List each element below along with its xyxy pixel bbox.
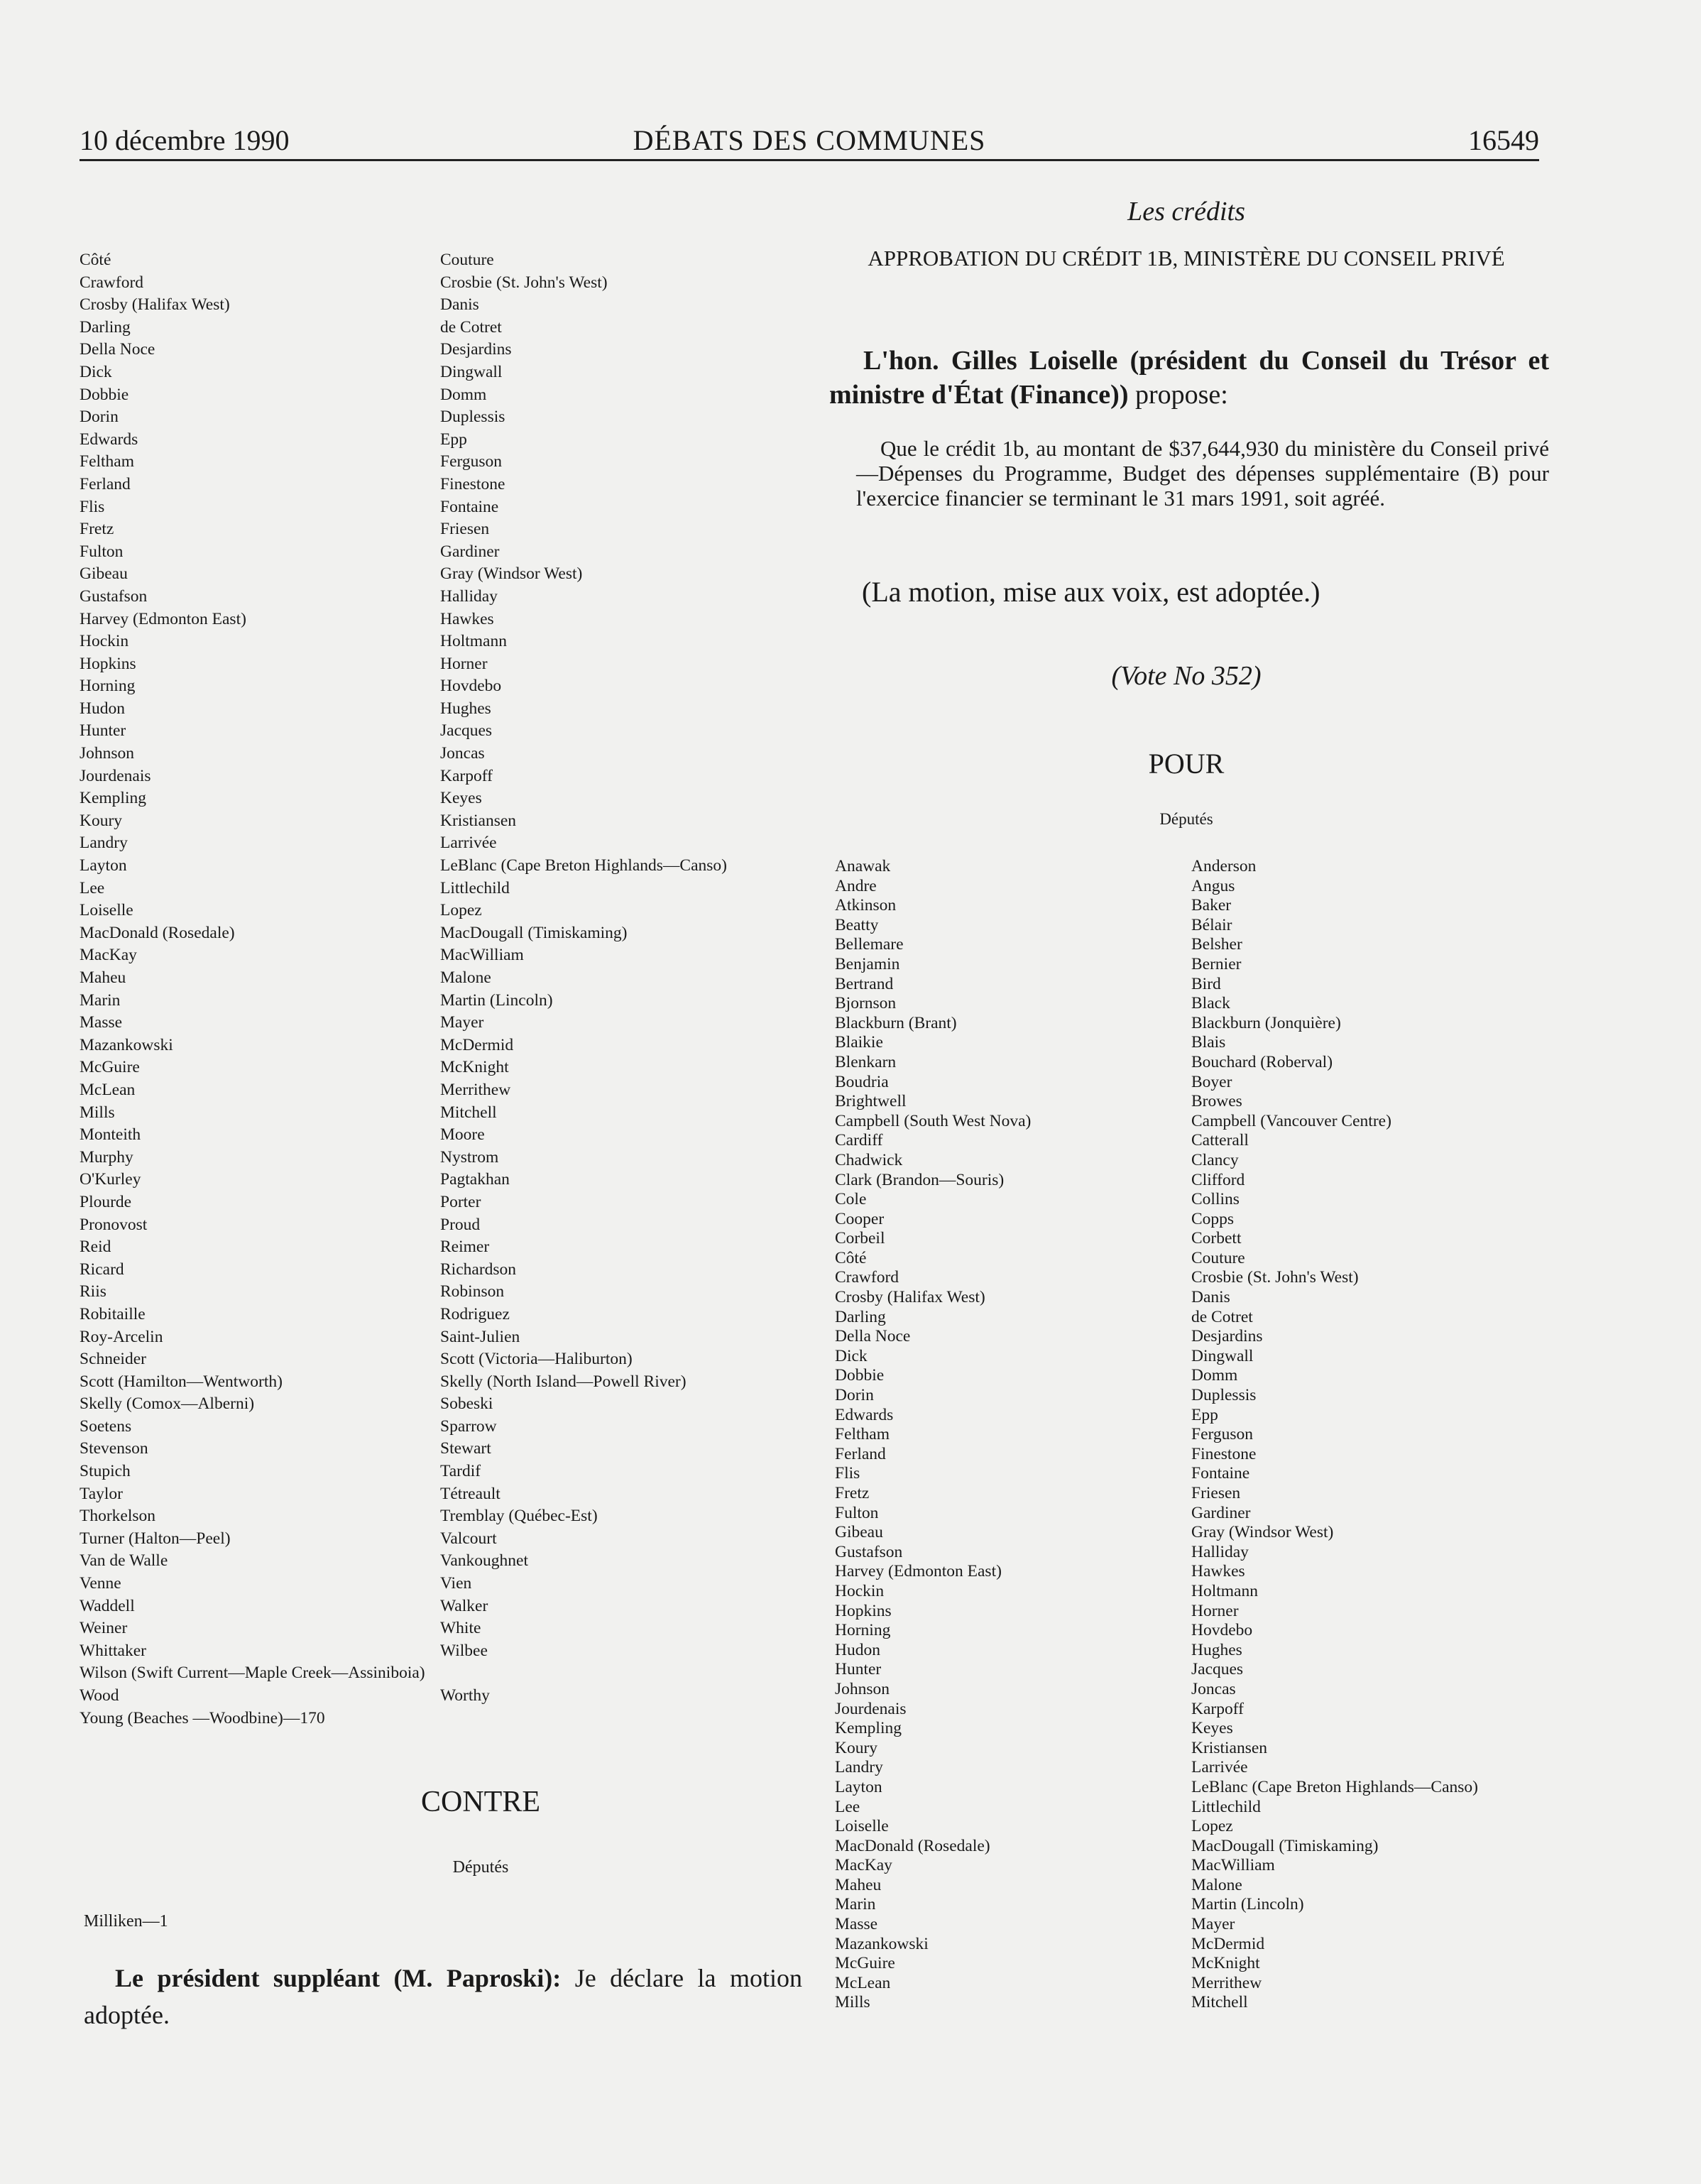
member-name: Masse bbox=[835, 1915, 878, 1934]
member-name: Gustafson bbox=[835, 1542, 903, 1561]
member-name: Holtmann bbox=[1191, 1581, 1258, 1600]
member-name: McGuire bbox=[80, 1058, 140, 1077]
member-name: Lee bbox=[835, 1797, 860, 1816]
member-name: Gardiner bbox=[1191, 1503, 1251, 1522]
member-name: Collins bbox=[1191, 1190, 1240, 1209]
member-name: Nystrom bbox=[440, 1147, 499, 1167]
member-name: Finestone bbox=[1191, 1444, 1257, 1463]
member-name: Karpoff bbox=[440, 766, 493, 785]
member-name: Blackburn (Jonquière) bbox=[1191, 1013, 1341, 1032]
member-name: Walker bbox=[440, 1596, 488, 1615]
member-name: Harvey (Edmonton East) bbox=[835, 1562, 1002, 1581]
member-name: Bird bbox=[1191, 974, 1221, 993]
member-name: Hudon bbox=[835, 1640, 880, 1659]
member-name: Halliday bbox=[440, 586, 498, 606]
member-name: Cardiff bbox=[835, 1131, 883, 1150]
member-name: Fontaine bbox=[1191, 1464, 1250, 1483]
member-name: Scott (Victoria—Haliburton) bbox=[440, 1350, 633, 1369]
member-name: Hockin bbox=[835, 1581, 885, 1600]
member-list-left-col2 bbox=[440, 249, 727, 1708]
member-name: Fulton bbox=[835, 1503, 879, 1522]
member-name: Friesen bbox=[440, 520, 490, 539]
member-name: Ricard bbox=[80, 1260, 124, 1279]
member-name: Keyes bbox=[440, 789, 482, 808]
member-name: Waddell bbox=[80, 1596, 135, 1615]
member-name: Soetens bbox=[80, 1416, 132, 1436]
member-name: Valcourt bbox=[440, 1529, 497, 1548]
member-name: Landry bbox=[835, 1758, 883, 1777]
member-name: Hawkes bbox=[440, 609, 494, 628]
member-name: LeBlanc (Cape Breton Highlands—Canso) bbox=[440, 856, 727, 875]
member-name: Bouchard (Roberval) bbox=[1191, 1052, 1333, 1071]
member-name: Corbeil bbox=[835, 1229, 885, 1248]
member-name: Maheu bbox=[835, 1875, 882, 1894]
member-name: Layton bbox=[835, 1777, 882, 1796]
member-name: Dobbie bbox=[835, 1366, 885, 1385]
member-name: Porter bbox=[440, 1192, 481, 1211]
member-name: Feltham bbox=[80, 452, 135, 471]
member-name: Joncas bbox=[1191, 1679, 1236, 1698]
member-name: Horning bbox=[835, 1621, 891, 1640]
member-name: Sparrow bbox=[440, 1416, 497, 1436]
member-name: Mayer bbox=[440, 1013, 484, 1032]
member-name: Brightwell bbox=[835, 1092, 907, 1111]
member-name: Desjardins bbox=[440, 340, 512, 359]
member-name: Dingwall bbox=[440, 362, 503, 381]
member-name: Kristiansen bbox=[440, 811, 517, 830]
member-name: Pagtakhan bbox=[440, 1170, 510, 1189]
member-name: Reid bbox=[80, 1238, 111, 1257]
member-name: Clifford bbox=[1191, 1170, 1245, 1189]
member-name: Karpoff bbox=[1191, 1699, 1244, 1718]
pour-deputes-label: Députés bbox=[1159, 810, 1213, 828]
member-name: Masse bbox=[80, 1013, 123, 1032]
member-name: Merrithew bbox=[1191, 1973, 1262, 1992]
member-name: Schneider bbox=[80, 1350, 146, 1369]
proposer-statement bbox=[829, 344, 1549, 412]
motion-text: Que le crédit 1b, au montant de $37,644,930 du ministère du Conseil privé—Dépenses du Programme, Budget des dépenses supplémentaire (B) pour l'exercice financier se terminant le 31 mars 1991, soit agréé. bbox=[856, 436, 1549, 510]
member-name: Friesen bbox=[1191, 1484, 1241, 1502]
member-name: Mayer bbox=[1191, 1915, 1235, 1934]
member-name: Danis bbox=[440, 295, 479, 315]
member-name: Marin bbox=[80, 990, 121, 1010]
member-name: Dingwall bbox=[1191, 1346, 1254, 1365]
member-name: Crosbie (St. John's West) bbox=[440, 273, 608, 292]
member-name: Hopkins bbox=[835, 1601, 892, 1620]
member-name: de Cotret bbox=[1191, 1307, 1253, 1326]
member-name: Stevenson bbox=[80, 1439, 148, 1458]
member-name: Campbell (Vancouver Centre) bbox=[1191, 1111, 1391, 1130]
contre-member-list: Milliken—1 bbox=[84, 1912, 168, 1931]
member-name: Fulton bbox=[80, 542, 124, 561]
member-name: McDermid bbox=[440, 1035, 514, 1054]
member-name: Dorin bbox=[80, 408, 119, 427]
member-name: Mitchell bbox=[440, 1103, 497, 1122]
member-name: Littlechild bbox=[1191, 1797, 1261, 1816]
member-name: Ferland bbox=[835, 1444, 886, 1463]
member-name: Bellemare bbox=[835, 935, 904, 954]
member-name: Stupich bbox=[80, 1462, 131, 1481]
member-name: MacDonald (Rosedale) bbox=[80, 923, 235, 942]
member-name: Finestone bbox=[440, 474, 505, 493]
member-name: Black bbox=[1191, 994, 1230, 1013]
member-name: Belsher bbox=[1191, 935, 1242, 954]
page-header bbox=[80, 119, 1539, 161]
member-name: Scott (Hamilton—Wentworth) bbox=[80, 1372, 283, 1391]
member-name: Epp bbox=[1191, 1405, 1218, 1424]
member-name: Venne bbox=[80, 1574, 121, 1593]
member-name: Moore bbox=[440, 1125, 485, 1145]
member-name: Larrivée bbox=[1191, 1758, 1248, 1777]
member-name: Gibeau bbox=[835, 1523, 883, 1542]
member-name: Crosbie (St. John's West) bbox=[1191, 1268, 1359, 1287]
member-name: MacDougall (Timiskaming) bbox=[440, 923, 628, 942]
member-name: Fontaine bbox=[440, 497, 499, 516]
member-name: Dick bbox=[80, 362, 112, 381]
member-name: Blaikie bbox=[835, 1033, 883, 1052]
member-name: Boudria bbox=[835, 1072, 889, 1091]
member-name: Tremblay (Québec-Est) bbox=[440, 1507, 598, 1526]
member-name: Ferguson bbox=[440, 452, 503, 471]
member-name: Couture bbox=[440, 251, 494, 269]
member-name: Angus bbox=[1191, 876, 1235, 895]
member-name: Mills bbox=[835, 1993, 870, 2012]
member-name: LeBlanc (Cape Breton Highlands—Canso) bbox=[1191, 1777, 1478, 1796]
member-name: Browes bbox=[1191, 1092, 1242, 1111]
member-name: Monteith bbox=[80, 1125, 141, 1145]
member-name: Anawak bbox=[835, 857, 891, 875]
member-name: Loiselle bbox=[80, 901, 133, 920]
member-list-left-col1 bbox=[80, 249, 425, 1730]
member-name: McKnight bbox=[1191, 1954, 1260, 1973]
member-name: Edwards bbox=[835, 1405, 894, 1424]
member-name: Atkinson bbox=[835, 896, 897, 915]
member-name: Weiner bbox=[80, 1619, 128, 1638]
member-name: Larrivée bbox=[440, 834, 497, 853]
member-name: Boyer bbox=[1191, 1072, 1232, 1091]
member-name: Ferguson bbox=[1191, 1425, 1254, 1444]
member-name: Hovdebo bbox=[1191, 1621, 1253, 1640]
member-name: MacWilliam bbox=[1191, 1856, 1275, 1875]
member-name: Beatty bbox=[835, 915, 879, 934]
member-name: Jacques bbox=[440, 721, 493, 741]
contre-deputes-label: Députés bbox=[452, 1858, 509, 1877]
credits-subtitle: APPROBATION DU CRÉDIT 1B, MINISTÈRE DU CONSEIL PRIVÉ bbox=[868, 246, 1505, 271]
member-name: Della Noce bbox=[80, 340, 155, 359]
member-name: Blackburn (Brant) bbox=[835, 1013, 957, 1032]
member-name: Jacques bbox=[1191, 1660, 1244, 1679]
member-name: Horner bbox=[1191, 1601, 1239, 1620]
member-name: Tétreault bbox=[440, 1484, 501, 1503]
member-name: Hawkes bbox=[1191, 1562, 1245, 1581]
member-name: Jourdenais bbox=[80, 766, 151, 785]
member-name: Whittaker bbox=[80, 1641, 146, 1660]
member-name: McLean bbox=[80, 1080, 136, 1099]
member-name: Hunter bbox=[80, 721, 126, 741]
member-name: Maheu bbox=[80, 968, 126, 987]
member-name: Vankoughnet bbox=[440, 1551, 529, 1571]
member-name: de Cotret bbox=[440, 317, 502, 337]
member-name: Couture bbox=[1191, 1248, 1245, 1267]
member-name: Richardson bbox=[440, 1260, 517, 1279]
member-name: Gibeau bbox=[80, 564, 128, 584]
member-name: Bertrand bbox=[835, 974, 894, 993]
member-name: McGuire bbox=[835, 1954, 895, 1973]
member-name: Riis bbox=[80, 1282, 106, 1301]
member-name: Clark (Brandon—Souris) bbox=[835, 1170, 1005, 1189]
member-name: Van de Walle bbox=[80, 1551, 168, 1571]
member-name: Layton bbox=[80, 856, 127, 875]
member-name: Della Noce bbox=[835, 1327, 911, 1346]
member-name: Johnson bbox=[835, 1679, 890, 1698]
member-name: MacKay bbox=[80, 946, 137, 965]
member-name: Hunter bbox=[835, 1660, 882, 1679]
member-name: Keyes bbox=[1191, 1719, 1233, 1738]
member-name: Crosby (Halifax West) bbox=[80, 295, 230, 315]
member-name: Bjornson bbox=[835, 994, 897, 1013]
member-name: Kempling bbox=[835, 1719, 902, 1738]
member-name: Desjardins bbox=[1191, 1327, 1263, 1346]
member-name: Edwards bbox=[80, 430, 138, 449]
proposer-speaker: L'hon. Gilles Loiselle (président du Conseil du Trésor et ministre d'État (Finance)) bbox=[829, 346, 1549, 410]
member-name: Martin (Lincoln) bbox=[440, 990, 553, 1010]
member-name: Copps bbox=[1191, 1209, 1235, 1228]
member-name: Ferland bbox=[80, 474, 131, 493]
member-name: Kristiansen bbox=[1191, 1738, 1268, 1757]
member-name: Duplessis bbox=[1191, 1386, 1257, 1405]
member-name: Horner bbox=[440, 654, 488, 673]
member-name: Chadwick bbox=[835, 1150, 903, 1169]
member-name: MacDougall (Timiskaming) bbox=[1191, 1836, 1379, 1855]
member-name: Hockin bbox=[80, 632, 129, 651]
member-name: Epp bbox=[440, 430, 467, 449]
member-name: Murphy bbox=[80, 1147, 133, 1167]
member-name: Sobeski bbox=[440, 1394, 493, 1414]
member-name: Johnson bbox=[80, 744, 135, 763]
member-name: Lopez bbox=[1191, 1817, 1233, 1836]
pour-heading: POUR bbox=[1148, 748, 1225, 780]
member-name: Catterall bbox=[1191, 1131, 1249, 1150]
member-name: Hughes bbox=[1191, 1640, 1242, 1659]
member-name: Mazankowski bbox=[835, 1934, 929, 1953]
member-name: Mitchell bbox=[1191, 1993, 1248, 2012]
member-name: Taylor bbox=[80, 1484, 123, 1503]
member-name: Vien bbox=[440, 1574, 472, 1593]
member-name: Plourde bbox=[80, 1192, 132, 1211]
member-name: Lopez bbox=[440, 901, 482, 920]
member-name: Wilbee bbox=[440, 1641, 488, 1660]
member-name: Skelly (Comox—Alberni) bbox=[80, 1394, 255, 1414]
member-name: Rodriguez bbox=[440, 1304, 510, 1323]
member-name: Gray (Windsor West) bbox=[1191, 1523, 1334, 1542]
page-number: 16549 bbox=[1468, 124, 1539, 156]
member-name: Young (Beaches —Woodbine)—170 bbox=[80, 1708, 325, 1727]
member-name: Flis bbox=[835, 1464, 860, 1483]
member-name: Cole bbox=[835, 1190, 867, 1209]
member-name bbox=[440, 1662, 727, 1685]
member-name: Fretz bbox=[835, 1484, 870, 1502]
member-name: Landry bbox=[80, 834, 128, 853]
member-name: McKnight bbox=[440, 1058, 509, 1077]
member-name: Roy-Arcelin bbox=[80, 1327, 163, 1346]
member-name: Bélair bbox=[1191, 915, 1232, 934]
member-name: Darling bbox=[835, 1307, 886, 1326]
member-name: MacKay bbox=[835, 1856, 892, 1875]
member-name: Domm bbox=[1191, 1366, 1238, 1385]
member-name: Horning bbox=[80, 677, 136, 696]
member-name: McLean bbox=[835, 1973, 891, 1992]
member-name: Blais bbox=[1191, 1033, 1226, 1052]
member-name: Corbett bbox=[1191, 1229, 1242, 1248]
member-name: Benjamin bbox=[835, 954, 900, 973]
member-name: Saint-Julien bbox=[440, 1327, 520, 1346]
member-name: Crawford bbox=[835, 1268, 899, 1287]
member-name: Bernier bbox=[1191, 954, 1242, 973]
member-name: Hopkins bbox=[80, 654, 136, 673]
member-name: Crawford bbox=[80, 273, 144, 292]
credits-title: Les crédits bbox=[1127, 197, 1245, 226]
member-name: Robinson bbox=[440, 1282, 505, 1301]
member-name: Feltham bbox=[835, 1425, 890, 1444]
member-name: Thorkelson bbox=[80, 1507, 156, 1526]
member-name: Crosby (Halifax West) bbox=[835, 1288, 985, 1307]
member-name: Halliday bbox=[1191, 1542, 1249, 1561]
member-name: Malone bbox=[440, 968, 491, 987]
member-name: Dobbie bbox=[80, 385, 129, 404]
member-name: Hughes bbox=[440, 699, 491, 718]
member-name: Marin bbox=[835, 1895, 876, 1914]
member-name: Skelly (North Island—Powell River) bbox=[440, 1372, 687, 1391]
member-name: Stewart bbox=[440, 1439, 491, 1458]
member-name: Robitaille bbox=[80, 1304, 146, 1323]
member-name: Darling bbox=[80, 317, 131, 337]
member-name: White bbox=[440, 1619, 481, 1638]
president-statement bbox=[84, 1960, 802, 2033]
member-name: Baker bbox=[1191, 896, 1232, 915]
member-name: Duplessis bbox=[440, 408, 505, 427]
proposer-text: propose: bbox=[1128, 380, 1228, 410]
vote-number: (Vote No 352) bbox=[1111, 661, 1262, 691]
member-name: Wilson (Swift Current—Maple Creek—Assiniboia) bbox=[80, 1664, 425, 1683]
member-name: O'Kurley bbox=[80, 1170, 141, 1189]
pour-member-list-col2 bbox=[1191, 857, 1478, 2013]
member-name: MacDonald (Rosedale) bbox=[835, 1836, 990, 1855]
member-name: Proud bbox=[440, 1215, 481, 1234]
member-name: Anderson bbox=[1191, 857, 1257, 875]
member-name: Martin (Lincoln) bbox=[1191, 1895, 1304, 1914]
member-name: Dick bbox=[835, 1346, 868, 1365]
member-name: Worthy bbox=[440, 1686, 490, 1705]
member-name: Lee bbox=[80, 878, 105, 897]
member-name: Holtmann bbox=[440, 632, 507, 651]
member-name: Cooper bbox=[835, 1209, 885, 1228]
member-name: Danis bbox=[1191, 1288, 1230, 1307]
member-name: MacWilliam bbox=[440, 946, 524, 965]
member-name: Littlechild bbox=[440, 878, 510, 897]
member-name: Domm bbox=[440, 385, 487, 404]
member-name: Clancy bbox=[1191, 1150, 1239, 1169]
member-name: Hudon bbox=[80, 699, 125, 718]
member-name: Harvey (Edmonton East) bbox=[80, 609, 246, 628]
member-name: Reimer bbox=[440, 1238, 490, 1257]
member-name: Pronovost bbox=[80, 1215, 148, 1234]
member-name: Hovdebo bbox=[440, 677, 502, 696]
header-title: DÉBATS DES COMMUNES bbox=[633, 124, 986, 156]
member-name: Merrithew bbox=[440, 1080, 511, 1099]
member-name: Fretz bbox=[80, 520, 114, 539]
member-name: Koury bbox=[80, 811, 123, 830]
member-name: Kempling bbox=[80, 789, 146, 808]
member-name: Koury bbox=[835, 1738, 878, 1757]
member-name: Gardiner bbox=[440, 542, 500, 561]
member-name: Côté bbox=[835, 1248, 867, 1267]
member-name: Tardif bbox=[440, 1462, 481, 1481]
member-name: Jourdenais bbox=[835, 1699, 907, 1718]
member-name: Flis bbox=[80, 497, 105, 516]
member-name: Andre bbox=[835, 876, 877, 895]
member-name: Blenkarn bbox=[835, 1052, 897, 1071]
member-name: Gustafson bbox=[80, 586, 148, 606]
member-name: Joncas bbox=[440, 744, 485, 763]
member-name: Malone bbox=[1191, 1875, 1242, 1894]
member-name: McDermid bbox=[1191, 1934, 1265, 1953]
motion-adopted-note: (La motion, mise aux voix, est adoptée.) bbox=[862, 576, 1320, 608]
member-name: Mazankowski bbox=[80, 1035, 173, 1054]
contre-heading: CONTRE bbox=[421, 1786, 540, 1818]
member-name: Dorin bbox=[835, 1386, 874, 1405]
member-name: Mills bbox=[80, 1103, 115, 1122]
pour-member-list-col1 bbox=[835, 857, 1031, 2013]
member-name: Loiselle bbox=[835, 1817, 889, 1836]
member-name: Gray (Windsor West) bbox=[440, 564, 583, 584]
member-name: Campbell (South West Nova) bbox=[835, 1111, 1032, 1130]
president-text: Je déclare la motion adoptée. bbox=[84, 1964, 802, 2029]
member-name: Turner (Halton—Peel) bbox=[80, 1529, 231, 1548]
president-speaker: Le président suppléant (M. Paproski): bbox=[115, 1964, 562, 1992]
member-name: Wood bbox=[80, 1686, 119, 1705]
member-name: Côté bbox=[80, 251, 111, 269]
header-date: 10 décembre 1990 bbox=[80, 124, 290, 156]
